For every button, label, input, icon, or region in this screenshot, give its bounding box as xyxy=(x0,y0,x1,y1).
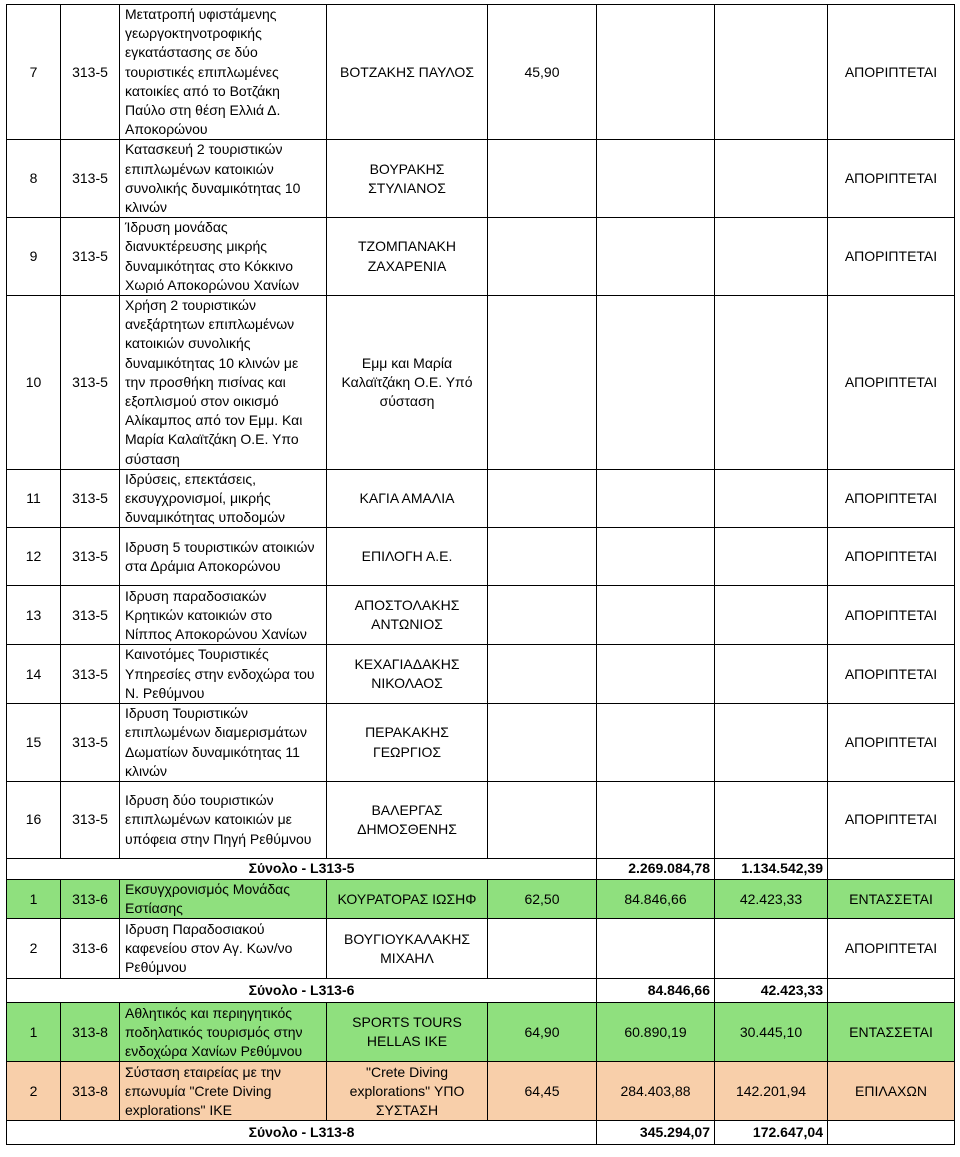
table-row xyxy=(7,140,955,218)
row-number: 7 xyxy=(7,5,61,140)
status: ΑΠΟΡΙΠΤΕΤΑΙ xyxy=(828,528,955,586)
row-number: 11 xyxy=(7,469,61,528)
subsidy xyxy=(715,919,828,979)
measure-code: 313-5 xyxy=(61,528,120,586)
subsidy: 142.201,94 xyxy=(715,1062,828,1121)
budget: 284.403,88 xyxy=(597,1062,715,1121)
total-label: Σύνολο - L313-8 xyxy=(7,1121,597,1145)
project-description: Ιδρυση δύο τουριστικών επιπλωμένων κατοικιών με υπόφεια στην Πηγή Ρεθύμνου xyxy=(120,781,327,858)
table-row xyxy=(7,528,955,586)
project-description: Καινοτόμες Τουριστικές Υπηρεσίες στην ενδοχώρα του Ν. Ρεθύμνου xyxy=(120,645,327,704)
total-subsidy: 172.647,04 xyxy=(715,1121,828,1145)
table-row xyxy=(7,469,955,528)
measure-code: 313-5 xyxy=(61,218,120,296)
measure-code: 313-8 xyxy=(61,1003,120,1062)
budget xyxy=(597,919,715,979)
subsidy xyxy=(715,528,828,586)
row-number: 13 xyxy=(7,586,61,645)
table-row xyxy=(7,218,955,296)
total-label: Σύνολο - L313-6 xyxy=(7,979,597,1003)
table-row xyxy=(7,1062,955,1121)
project-description: Μετατροπή υφιστάμενης γεωργοκτηνοτροφικής εγκατάστασης σε δύο τουριστικές επιπλωμένες κατοικίες από το Βοτζάκη Παύλο στη θέση Ελλιά Δ. Αποκορώνου xyxy=(120,5,327,140)
applicant-name: ΚΑΓΙΑ ΑΜΑΛΙΑ xyxy=(327,469,488,528)
project-description: Χρήση 2 τουριστικών ανεξάρτητων επιπλωμένων κατοικιών συνολικής δυναμικότητας 10 κλινών με την προσθήκη πισίνας και εξοπλισμού στον οικισμό Αλίκαμπος από τον Εμμ. Και Μαρία Καλαϊτζάκη Ο.Ε. Υπο σύσταση xyxy=(120,296,327,470)
score: 64,90 xyxy=(488,1003,597,1062)
budget xyxy=(597,140,715,218)
status: ΑΠΟΡΙΠΤΕΤΑΙ xyxy=(828,296,955,470)
project-description: Ιδρυση Τουριστικών επιπλωμένων διαμερισμάτων Δωματίων δυναμικότητας 11 κλινών xyxy=(120,704,327,782)
subsidy xyxy=(715,296,828,470)
subsidy xyxy=(715,140,828,218)
project-description: Εκσυγχρονισμός Μονάδας Εστίασης xyxy=(120,879,327,918)
budget xyxy=(597,469,715,528)
measure-code: 313-5 xyxy=(61,781,120,858)
budget xyxy=(597,704,715,782)
applicant-name: ΤΖΟΜΠΑΝΑΚΗ ΖΑΧΑΡΕΝΙΑ xyxy=(327,218,488,296)
budget: 84.846,66 xyxy=(597,879,715,918)
total-row xyxy=(7,1121,955,1145)
table-row xyxy=(7,645,955,704)
budget xyxy=(597,5,715,140)
score xyxy=(488,528,597,586)
row-number: 2 xyxy=(7,919,61,979)
score xyxy=(488,218,597,296)
applicant-name: ΑΠΟΣΤΟΛΑΚΗΣ ΑΝΤΩΝΙΟΣ xyxy=(327,586,488,645)
applicant-name: SPORTS TOURS HELLAS IKE xyxy=(327,1003,488,1062)
status: ΑΠΟΡΙΠΤΕΤΑΙ xyxy=(828,218,955,296)
total-row xyxy=(7,979,955,1003)
score: 62,50 xyxy=(488,879,597,918)
measure-code: 313-5 xyxy=(61,5,120,140)
row-number: 14 xyxy=(7,645,61,704)
status: ΑΠΟΡΙΠΤΕΤΑΙ xyxy=(828,5,955,140)
project-description: Ιδρυση παραδοσιακών Κρητικών κατοικιών στο Νίππος Αποκορώνου Χανίων xyxy=(120,586,327,645)
status: ΕΝΤΑΣΣΕΤΑΙ xyxy=(828,1003,955,1062)
score: 45,90 xyxy=(488,5,597,140)
score xyxy=(488,296,597,470)
measure-code: 313-5 xyxy=(61,140,120,218)
applicant-name: ΒΟΥΓΙΟΥΚΑΛΑΚΗΣ ΜΙΧΑΗΛ xyxy=(327,919,488,979)
row-number: 8 xyxy=(7,140,61,218)
measure-code: 313-6 xyxy=(61,919,120,979)
status: ΕΝΤΑΣΣΕΤΑΙ xyxy=(828,879,955,918)
total-row xyxy=(7,858,955,879)
applicant-name: ΕΠΙΛΟΓΗ Α.Ε. xyxy=(327,528,488,586)
score xyxy=(488,919,597,979)
budget xyxy=(597,781,715,858)
score xyxy=(488,781,597,858)
budget xyxy=(597,528,715,586)
status: ΑΠΟΡΙΠΤΕΤΑΙ xyxy=(828,469,955,528)
applicant-name: ΚΕΧΑΓΙΑΔΑΚΗΣ ΝΙΚΟΛΑΟΣ xyxy=(327,645,488,704)
subsidy: 42.423,33 xyxy=(715,879,828,918)
subsidy xyxy=(715,218,828,296)
status: ΑΠΟΡΙΠΤΕΤΑΙ xyxy=(828,645,955,704)
score: 64,45 xyxy=(488,1062,597,1121)
budget xyxy=(597,296,715,470)
table-row xyxy=(7,296,955,470)
project-description: Αθλητικός και περιηγητικός ποδηλατικός τουρισμός στην ενδοχώρα Χανίων Ρεθύμνου xyxy=(120,1003,327,1062)
status: ΑΠΟΡΙΠΤΕΤΑΙ xyxy=(828,586,955,645)
subsidy: 30.445,10 xyxy=(715,1003,828,1062)
status: ΑΠΟΡΙΠΤΕΤΑΙ xyxy=(828,781,955,858)
applicant-name: ΒΑΛΕΡΓΑΣ ΔΗΜΟΣΘΕΝΗΣ xyxy=(327,781,488,858)
budget xyxy=(597,586,715,645)
total-empty-cell xyxy=(828,1121,955,1145)
total-empty-cell xyxy=(828,979,955,1003)
total-label: Σύνολο - L313-5 xyxy=(7,858,597,879)
table-row xyxy=(7,919,955,979)
applicant-name: ΒΟΤΖΑΚΗΣ ΠΑΥΛΟΣ xyxy=(327,5,488,140)
score xyxy=(488,704,597,782)
budget xyxy=(597,645,715,704)
status: ΑΠΟΡΙΠΤΕΤΑΙ xyxy=(828,919,955,979)
measure-code: 313-5 xyxy=(61,296,120,470)
budget xyxy=(597,218,715,296)
applicant-name: "Crete Diving explorations" ΥΠΟ ΣΥΣΤΑΣΗ xyxy=(327,1062,488,1121)
applicant-name: ΠΕΡΑΚΑΚΗΣ ΓΕΩΡΓΙΟΣ xyxy=(327,704,488,782)
table-row xyxy=(7,5,955,140)
applicant-name: Εμμ και Μαρία Καλαϊτζάκη Ο.Ε. Υπό σύσταση xyxy=(327,296,488,470)
project-description: Ιδρυση Παραδοσιακού καφενείου στον Αγ. Κων/νο Ρεθύμνου xyxy=(120,919,327,979)
status: ΕΠΙΛΑΧΩΝ xyxy=(828,1062,955,1121)
project-description: Κατασκευή 2 τουριστικών επιπλωμένων κατοικιών συνολικής δυναμικότητας 10 κλινών xyxy=(120,140,327,218)
project-description: Ίδρυση μονάδας διανυκτέρευσης μικρής δυναμικότητας στο Κόκκινο Χωριό Αποκορώνου Χανίων xyxy=(120,218,327,296)
total-subsidy: 1.134.542,39 xyxy=(715,858,828,879)
subsidy xyxy=(715,645,828,704)
table-row xyxy=(7,879,955,918)
score xyxy=(488,469,597,528)
row-number: 9 xyxy=(7,218,61,296)
budget: 60.890,19 xyxy=(597,1003,715,1062)
subsidy xyxy=(715,469,828,528)
status: ΑΠΟΡΙΠΤΕΤΑΙ xyxy=(828,140,955,218)
score xyxy=(488,140,597,218)
applicant-name: ΚΟΥΡΑΤΟΡΑΣ ΙΩΣΗΦ xyxy=(327,879,488,918)
measure-code: 313-8 xyxy=(61,1062,120,1121)
row-number: 16 xyxy=(7,781,61,858)
project-description: Σύσταση εταιρείας με την επωνυμία "Crete Diving explorations" ΙΚΕ xyxy=(120,1062,327,1121)
subsidy xyxy=(715,781,828,858)
applications-table xyxy=(6,4,955,1145)
measure-code: 313-5 xyxy=(61,586,120,645)
row-number: 10 xyxy=(7,296,61,470)
measure-code: 313-5 xyxy=(61,645,120,704)
applicant-name: ΒΟΥΡΑΚΗΣ ΣΤΥΛΙΑΝΟΣ xyxy=(327,140,488,218)
subsidy xyxy=(715,704,828,782)
table-row xyxy=(7,1003,955,1062)
row-number: 2 xyxy=(7,1062,61,1121)
total-empty-cell xyxy=(828,858,955,879)
score xyxy=(488,645,597,704)
subsidy xyxy=(715,5,828,140)
measure-code: 313-5 xyxy=(61,704,120,782)
total-budget: 345.294,07 xyxy=(597,1121,715,1145)
project-description: Ιδρυση 5 τουριστικών ατοικιών στα Δράμια Αποκορώνου xyxy=(120,528,327,586)
score xyxy=(488,586,597,645)
total-budget: 84.846,66 xyxy=(597,979,715,1003)
project-description: Ιδρύσεις, επεκτάσεις, εκσυγχρονισμοί, μικρής δυναμικότητας υποδομών xyxy=(120,469,327,528)
row-number: 12 xyxy=(7,528,61,586)
table-row xyxy=(7,704,955,782)
row-number: 1 xyxy=(7,879,61,918)
total-subsidy: 42.423,33 xyxy=(715,979,828,1003)
row-number: 1 xyxy=(7,1003,61,1062)
total-budget: 2.269.084,78 xyxy=(597,858,715,879)
measure-code: 313-5 xyxy=(61,469,120,528)
table-row xyxy=(7,781,955,858)
measure-code: 313-6 xyxy=(61,879,120,918)
table-row xyxy=(7,586,955,645)
row-number: 15 xyxy=(7,704,61,782)
subsidy xyxy=(715,586,828,645)
status: ΑΠΟΡΙΠΤΕΤΑΙ xyxy=(828,704,955,782)
